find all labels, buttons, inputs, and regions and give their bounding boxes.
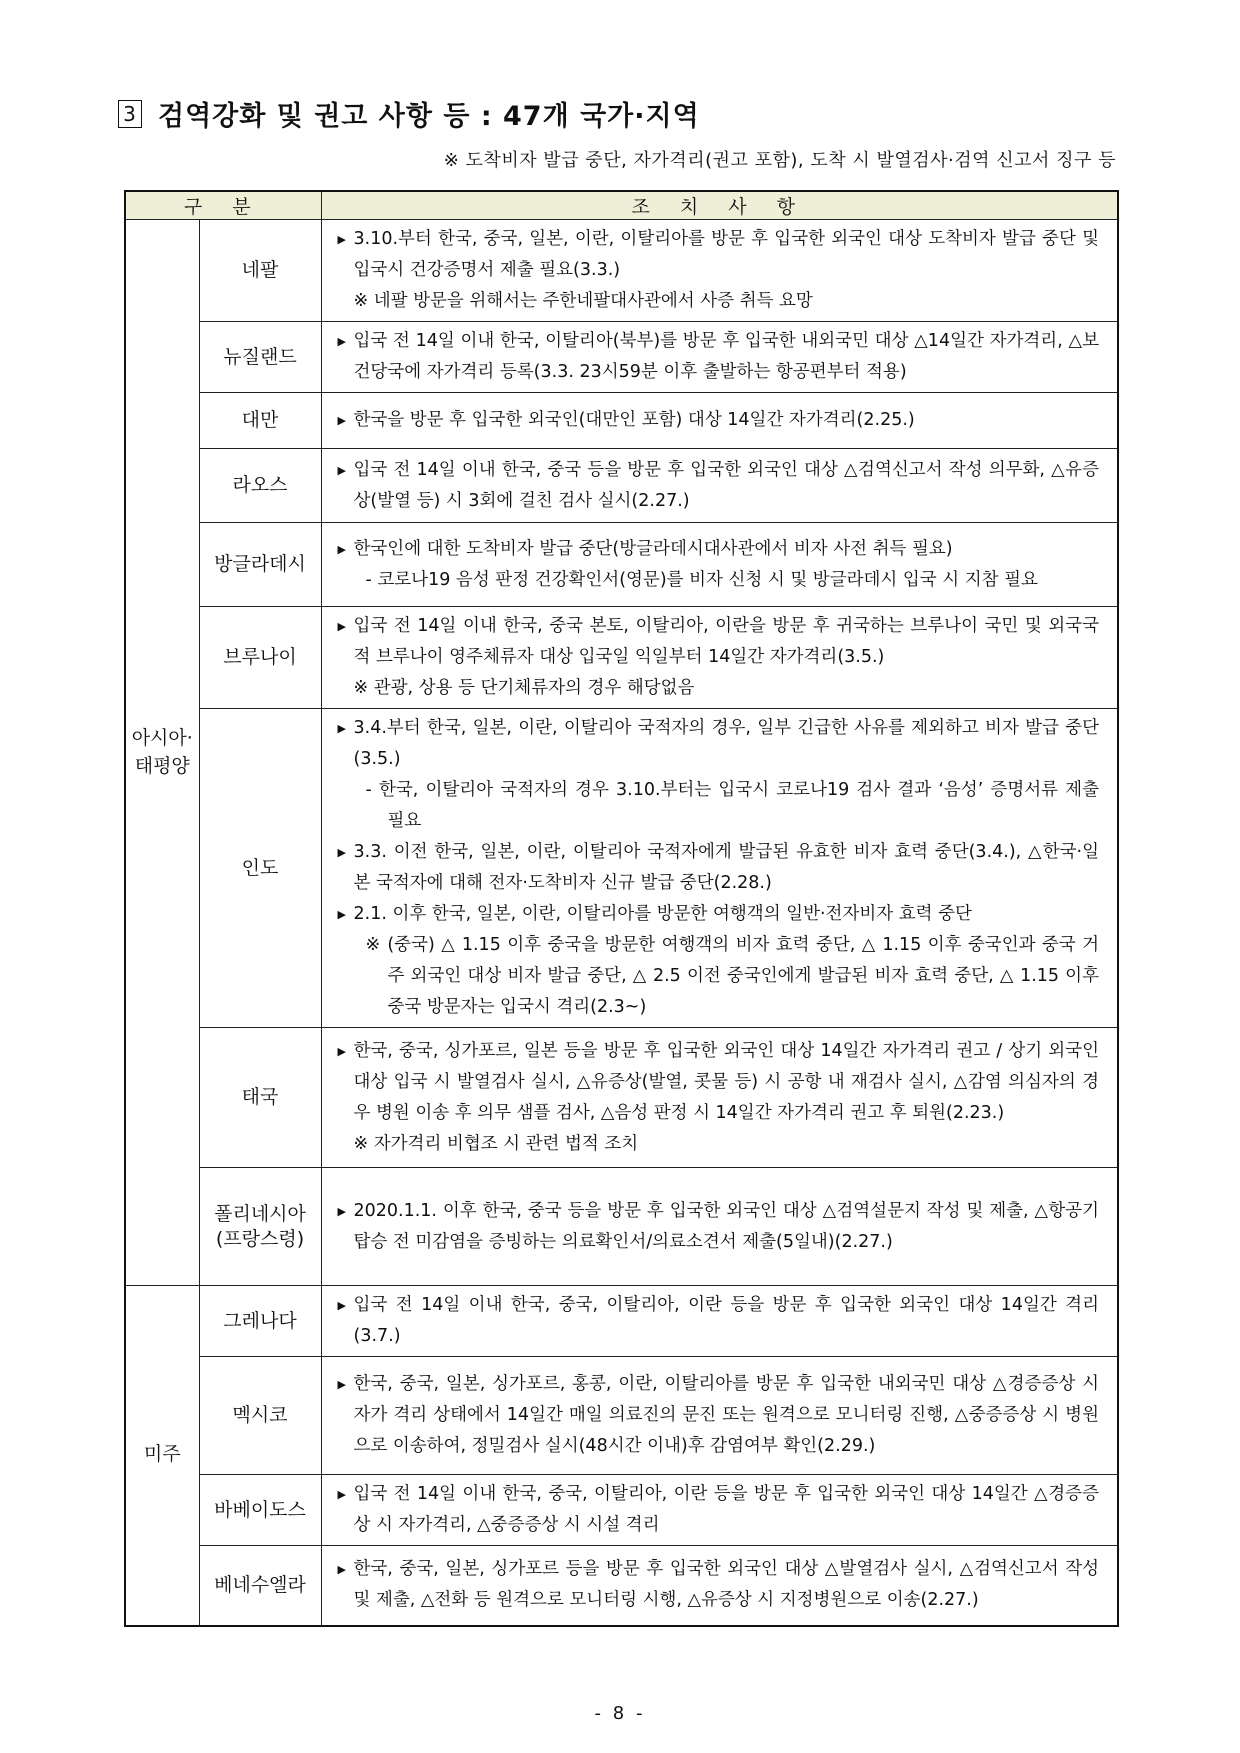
region-americas: 미주: [125, 1286, 199, 1626]
measure-line: 한국, 중국, 싱가포르, 일본 등을 방문 후 입국한 외국인 대상 14일간 자가격리 권고 / 상기 외국인 대상 입국 시 발열검사 실시, △유증상(발열, 콧물 등) 시 공항 내 재검사 실시, △감염 의심자의 경우 병원 이송 후 의무 샘플 검사, △음성 판정 시 14일간 자가격리 권고 후 퇴원(2.23.): [353, 1040, 1099, 1123]
measure-cell: [321, 393, 1118, 449]
measure-line: 입국 전 14일 이내 한국, 중국, 이탈리아, 이란 등을 방문 후 입국한 외국인 대상 14일간 △경증증상 시 자가격리, △중증증상 시 시설 격리: [353, 1484, 1099, 1535]
measure-line: 한국을 방문 후 입국한 외국인(대만인 포함) 대상 14일간 자가격리(2.25.): [353, 410, 915, 430]
table-row: [125, 709, 1118, 1028]
bullet-triangle-icon: ▶: [337, 1563, 346, 1577]
bullet-triangle-icon: ▶: [337, 1488, 346, 1501]
measure-line: 한국, 중국, 일본, 싱가포르, 홍콩, 이란, 이탈리아를 방문 후 입국한 내외국민 대상 △경증증상 시 자가 격리 상태에서 14일간 매일 의료진의 문진 또는 원격으로 모니터링 진행, △중증증상 시 병원으로 이송하여, 정밀검사 실시(48시간 이내)후 감염여부 확인(2.29.): [353, 1374, 1099, 1456]
measure-cell: [321, 1028, 1118, 1168]
table-row: [125, 1357, 1118, 1475]
bullet-triangle-icon: ▶: [337, 620, 346, 633]
country-name: 뉴질랜드: [199, 322, 321, 393]
measure-cell: [321, 1475, 1118, 1546]
measure-line: 한국, 중국, 일본, 싱가포르 등을 방문 후 입국한 외국인 대상 △발열검사 실시, △검역신고서 작성 및 제출, △전화 등 원격으로 모니터링 시행, △유증상 시 지정병원으로 이송(2.27.): [353, 1559, 1099, 1611]
country-name: 폴리네시아 (프랑스령): [199, 1168, 321, 1286]
measure-cell: [321, 220, 1118, 322]
table-row: [125, 322, 1118, 393]
region-asia-pacific: 아시아· 태평양: [125, 220, 199, 1286]
measure-line: 입국 전 14일 이내 한국, 이탈리아(북부)를 방문 후 입국한 내외국민 대상 △14일간 자가격리, △보건당국에 자가격리 등록(3.3. 23시59분 이후 출발하는 항공편부터 적용): [353, 331, 1099, 382]
country-name: 브루나이: [199, 607, 321, 709]
measure-cell: [321, 523, 1118, 607]
measure-line: - 코로나19 음성 판정 건강확인서(영문)를 비자 신청 시 및 방글라데시 입국 시 지참 필요: [365, 569, 1038, 590]
measure-line: 3.4.부터 한국, 일본, 이란, 이탈리아 국적자의 경우, 일부 긴급한 사유를 제외하고 비자 발급 중단(3.5.): [353, 718, 1099, 769]
country-name: 대만: [199, 393, 321, 449]
measure-line: ※ 자가격리 비협조 시 관련 법적 조치: [353, 1133, 639, 1154]
table-row: [125, 1168, 1118, 1286]
section-note: ※ 도착비자 발급 중단, 자가격리(권고 포함), 도착 시 발열검사·검역 신고서 징구 등: [443, 150, 1116, 171]
measure-line: 3.3. 이전 한국, 일본, 이란, 이탈리아 국적자에게 발급된 유효한 비자 효력 중단(3.4.), △한국·일본 국적자에 대해 전자·도착비자 신규 발급 중단(2.28.): [353, 842, 1099, 893]
table-body: [125, 220, 1118, 1626]
country-name: 인도: [199, 709, 321, 1028]
bullet-triangle-icon: ▶: [337, 1204, 346, 1218]
measure-line: 한국인에 대한 도착비자 발급 중단(방글라데시대사관에서 비자 사전 취득 필요): [353, 538, 953, 559]
measure-line: 입국 전 14일 이내 한국, 중국 등을 방문 후 입국한 외국인 대상 △검역신고서 작성 의무화, △유증상(발열 등) 시 3회에 걸친 검사 실시(2.27.): [353, 459, 1099, 511]
country-name: 방글라데시: [199, 523, 321, 607]
bullet-triangle-icon: ▶: [337, 722, 346, 735]
table-row: [125, 1475, 1118, 1546]
measure-line: ※ (중국) △ 1.15 이후 중국을 방문한 여행객의 비자 효력 중단, △ 1.15 이후 중국인과 중국 거주 외국인 대상 비자 발급 중단, △ 2.5 이전 중국인에게 발급된 비자 효력 중단, △ 1.15 이후 중국 방문자는 입국시 격리(2.3~): [365, 935, 1099, 1017]
bullet-triangle-icon: ▶: [337, 1044, 346, 1058]
measure-line: 2.1. 이후 한국, 일본, 이란, 이탈리아를 방문한 여행객의 일반·전자비자 효력 중단: [353, 904, 972, 924]
section-title-text: 검역강화 및 권고 사항 등 : 47개 국가·지역: [158, 101, 700, 132]
measure-cell: [321, 449, 1118, 523]
measure-cell: [321, 322, 1118, 393]
measure-line: 3.10.부터 한국, 중국, 일본, 이란, 이탈리아를 방문 후 입국한 외국인 대상 도착비자 발급 중단 및 입국시 건강증명서 제출 필요(3.3.): [353, 229, 1099, 280]
measure-line: 입국 전 14일 이내 한국, 중국, 이탈리아, 이란 등을 방문 후 입국한 외국인 대상 14일간 격리(3.7.): [353, 1295, 1099, 1346]
measure-cell: [321, 1357, 1118, 1475]
bullet-triangle-icon: ▶: [337, 335, 346, 348]
bullet-triangle-icon: ▶: [337, 463, 346, 477]
measures-table: [124, 190, 1119, 1627]
bullet-triangle-icon: ▶: [337, 542, 346, 556]
measure-line: 2020.1.1. 이후 한국, 중국 등을 방문 후 입국한 외국인 대상 △검역설문지 작성 및 제출, △항공기 탑승 전 미감염을 증빙하는 의료확인서/의료소견서 제출(5일내)(2.27.): [353, 1200, 1099, 1252]
bullet-triangle-icon: ▶: [337, 1378, 346, 1391]
table-row: [125, 607, 1118, 709]
measure-cell: [321, 607, 1118, 709]
table-row: [125, 393, 1118, 449]
measure-cell: [321, 1286, 1118, 1357]
header-measures: 조 치 사 항: [321, 191, 1118, 220]
country-name: 베네수엘라: [199, 1546, 321, 1626]
measure-cell: [321, 1546, 1118, 1626]
section-number-box: 3: [118, 100, 142, 128]
country-name: 라오스: [199, 449, 321, 523]
country-name: 네팔: [199, 220, 321, 322]
bullet-triangle-icon: ▶: [337, 908, 346, 921]
table-row: [125, 523, 1118, 607]
header-category: 구 분: [125, 191, 321, 220]
measure-line: 입국 전 14일 이내 한국, 중국 본토, 이탈리아, 이란을 방문 후 귀국하는 브루나이 국민 및 외국국적 브루나이 영주체류자 대상 입국일 익일부터 14일간 자가격리(3.5.): [353, 616, 1099, 667]
bullet-triangle-icon: ▶: [337, 846, 346, 859]
measure-cell: [321, 709, 1118, 1028]
bullet-triangle-icon: ▶: [337, 414, 346, 427]
measure-line: ※ 네팔 방문을 위해서는 주한네팔대사관에서 사증 취득 요망: [353, 291, 813, 311]
table-row: [125, 220, 1118, 322]
measure-cell: [321, 1168, 1118, 1286]
table-row: [125, 449, 1118, 523]
country-name: 그레나다: [199, 1286, 321, 1357]
table-row: [125, 1286, 1118, 1357]
bullet-triangle-icon: ▶: [337, 1299, 346, 1312]
country-name: 태국: [199, 1028, 321, 1168]
table-row: [125, 1028, 1118, 1168]
country-name: 멕시코: [199, 1357, 321, 1475]
bullet-triangle-icon: ▶: [337, 233, 346, 246]
table-row: [125, 1546, 1118, 1626]
country-name: 바베이도스: [199, 1475, 321, 1546]
measure-line: - 한국, 이탈리아 국적자의 경우 3.10.부터는 입국시 코로나19 검사 결과 ‘음성’ 증명서류 제출 필요: [365, 780, 1099, 831]
section-title: [118, 94, 700, 133]
measure-line: ※ 관광, 상용 등 단기체류자의 경우 해당없음: [353, 678, 695, 698]
page-number: - 8 -: [594, 1703, 646, 1724]
